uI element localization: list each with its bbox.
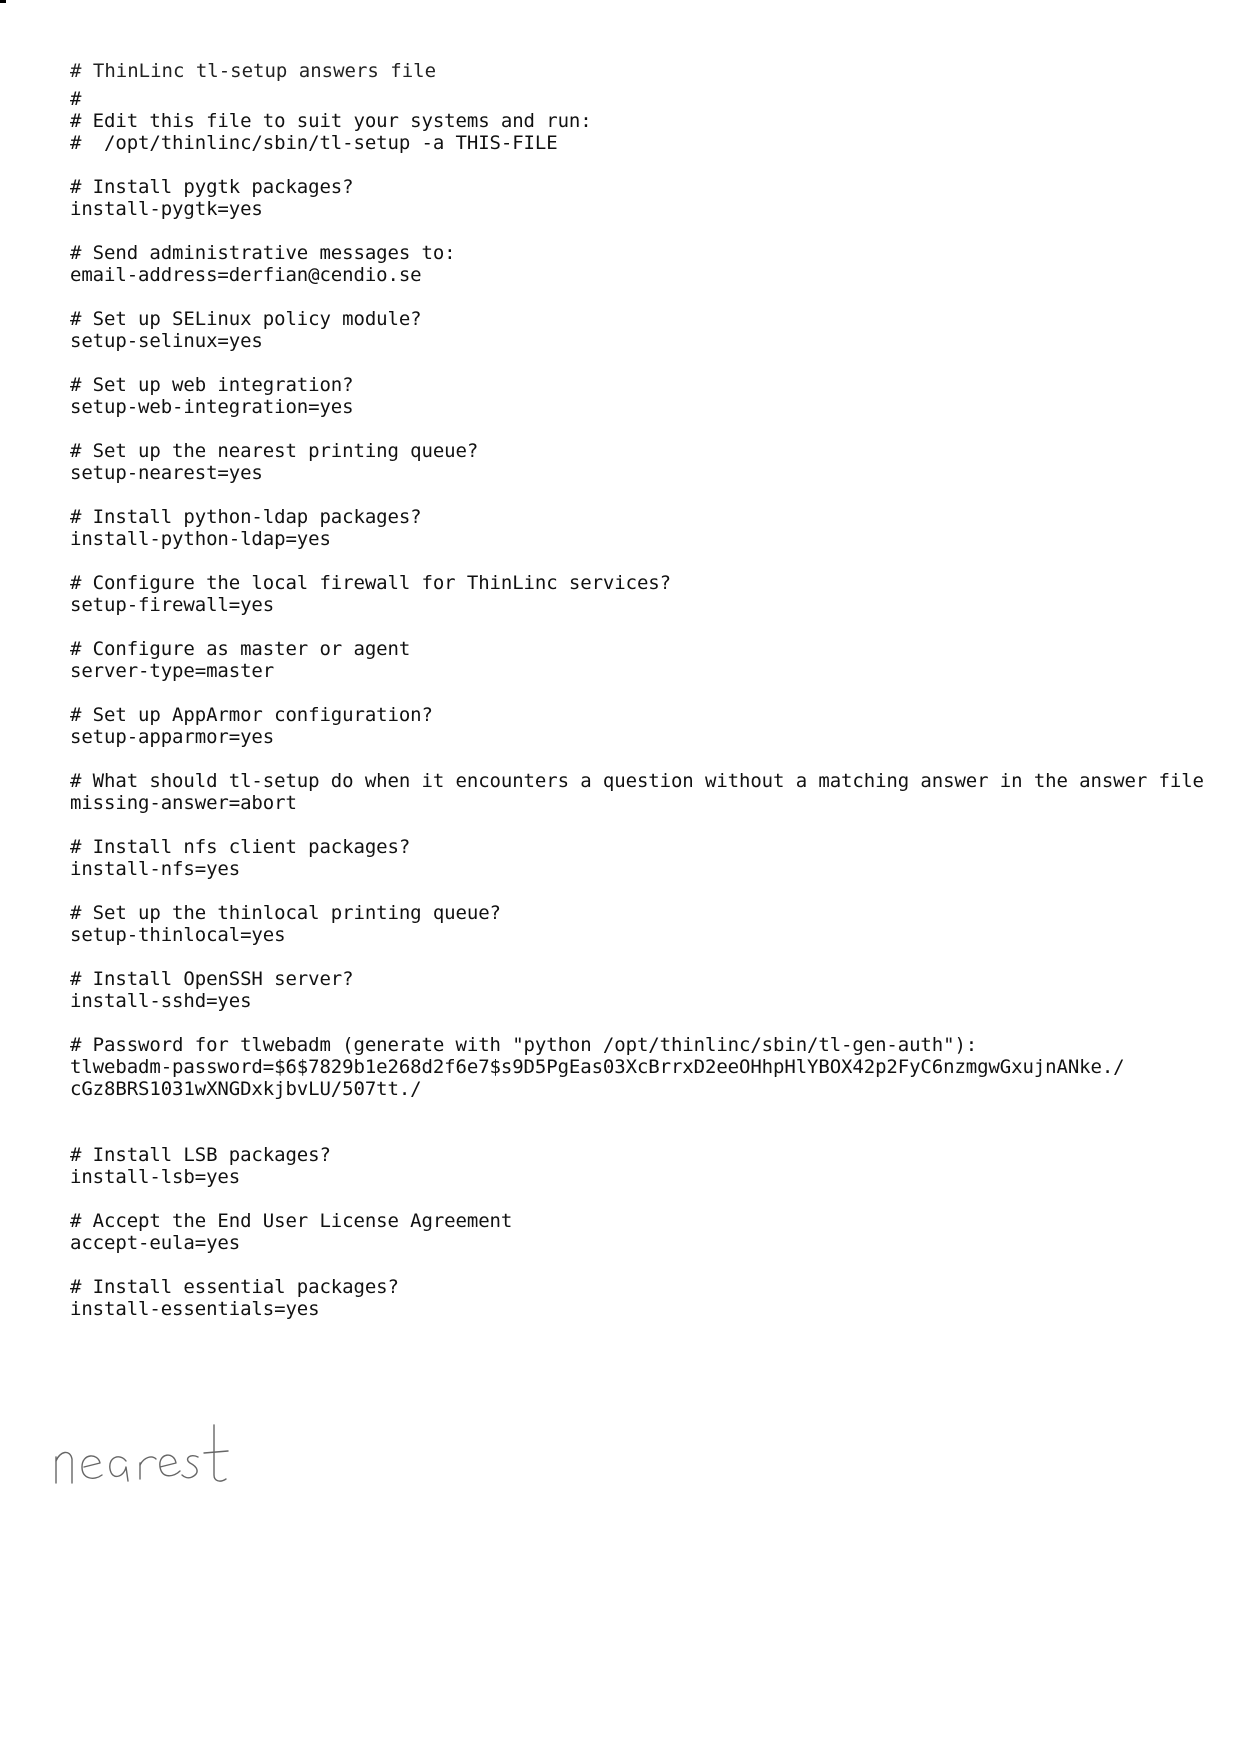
intro-line: # /opt/thinlinc/sbin/tl-setup -a THIS-FILE [70, 132, 558, 154]
config-file-text [70, 66, 1220, 1342]
scan-mark [0, 0, 6, 3]
intro-line: # [70, 88, 82, 110]
blank-line [70, 1122, 1220, 1144]
handwriting-stroke [160, 1455, 180, 1476]
setting-value: install-sshd=yes [70, 990, 252, 1012]
setting-comment: # Set up AppArmor configuration? [70, 704, 433, 726]
intro-block [70, 88, 1220, 154]
handwriting-stroke [204, 1451, 228, 1453]
setting-value: install-pygtk=yes [70, 198, 263, 220]
handwriting-stroke [182, 1456, 198, 1478]
setting-value: setup-web-integration=yes [70, 396, 354, 418]
setting-value: setup-thinlocal=yes [70, 924, 286, 946]
setting-value: setup-apparmor=yes [70, 726, 275, 748]
setting-comment: # Set up the nearest printing queue? [70, 440, 479, 462]
setting-comment: # Install pygtk packages? [70, 176, 354, 198]
setting-comment: # Set up the thinlocal printing queue? [70, 902, 501, 924]
setting-comment: # Configure as master or agent [70, 638, 411, 660]
setting-value: install-python-ldap=yes [70, 528, 331, 550]
setting-value: email-address=derfian@cendio.se [70, 264, 422, 286]
setting-comment: # Install OpenSSH server? [70, 968, 354, 990]
setting-comment: # Install LSB packages? [70, 1144, 331, 1166]
setting-block-setup-web-integration [70, 374, 1220, 418]
setting-block-install-pygtk [70, 176, 1220, 220]
setting-value: setup-firewall=yes [70, 594, 275, 616]
handwriting-stroke [214, 1425, 226, 1481]
setting-comment: # Install essential packages? [70, 1276, 399, 1298]
setting-block-setup-thinlocal [70, 902, 1220, 946]
setting-comment: # Install nfs client packages? [70, 836, 411, 858]
setting-block-install-essentials [70, 1276, 1220, 1320]
setting-value: install-essentials=yes [70, 1298, 320, 1320]
setting-value: missing-answer=abort [70, 792, 297, 814]
setting-comment: # Install python-ldap packages? [70, 506, 422, 528]
handwriting-stroke [110, 1457, 128, 1481]
setting-value: accept-eula=yes [70, 1232, 241, 1254]
setting-comment: # Accept the End User License Agreement [70, 1210, 513, 1232]
handwritten-note [48, 1405, 258, 1495]
setting-value: setup-selinux=yes [70, 330, 263, 352]
handwriting-stroke [56, 1452, 72, 1483]
setting-value: server-type=master [70, 660, 275, 682]
setting-block-setup-firewall [70, 572, 1220, 616]
setting-comment: # Send administrative messages to: [70, 242, 456, 264]
setting-block-setup-apparmor [70, 704, 1220, 748]
intro-line: # Edit this file to suit your systems and run: [70, 110, 592, 132]
setting-value: setup-nearest=yes [70, 462, 263, 484]
setting-value: tlwebadm-password=$6$7829b1e268d2f6e7$s9D5PgEas03XcBrrxD2eeOHhpHlYBOX42p2FyC6nzmgwGxujnANke./ [70, 1056, 1125, 1078]
setting-comment: # Set up web integration? [70, 374, 354, 396]
setting-block-setup-selinux [70, 308, 1220, 352]
cut-header-text: # ThinLinc tl-setup answers file [70, 60, 437, 82]
setting-comment: # Password for tlwebadm (generate with "python /opt/thinlinc/sbin/tl-gen-auth"): [70, 1034, 978, 1056]
setting-block-install-python-ldap [70, 506, 1220, 550]
setting-block-setup-nearest [70, 440, 1220, 484]
handwriting-stroke [82, 1456, 102, 1478]
setting-block-tlwebadm-password [70, 1034, 1220, 1100]
setting-block-install-lsb [70, 1144, 1220, 1188]
setting-comment: # Set up SELinux policy module? [70, 308, 422, 330]
handwriting-stroke [140, 1457, 156, 1465]
setting-block-accept-eula [70, 1210, 1220, 1254]
setting-block-server-type [70, 638, 1220, 682]
setting-block-install-sshd [70, 968, 1220, 1012]
setting-comment: # Configure the local firewall for ThinLinc services? [70, 572, 671, 594]
setting-value: install-lsb=yes [70, 1166, 241, 1188]
setting-block-email-address [70, 242, 1220, 286]
setting-value: install-nfs=yes [70, 858, 241, 880]
setting-block-install-nfs [70, 836, 1220, 880]
setting-block-missing-answer [70, 770, 1220, 814]
setting-value-continuation: cGz8BRS1031wXNGDxkjbvLU/507tt./ [70, 1078, 422, 1100]
setting-comment: # What should tl-setup do when it encounters a question without a matching answer in the answer file [70, 770, 1204, 792]
